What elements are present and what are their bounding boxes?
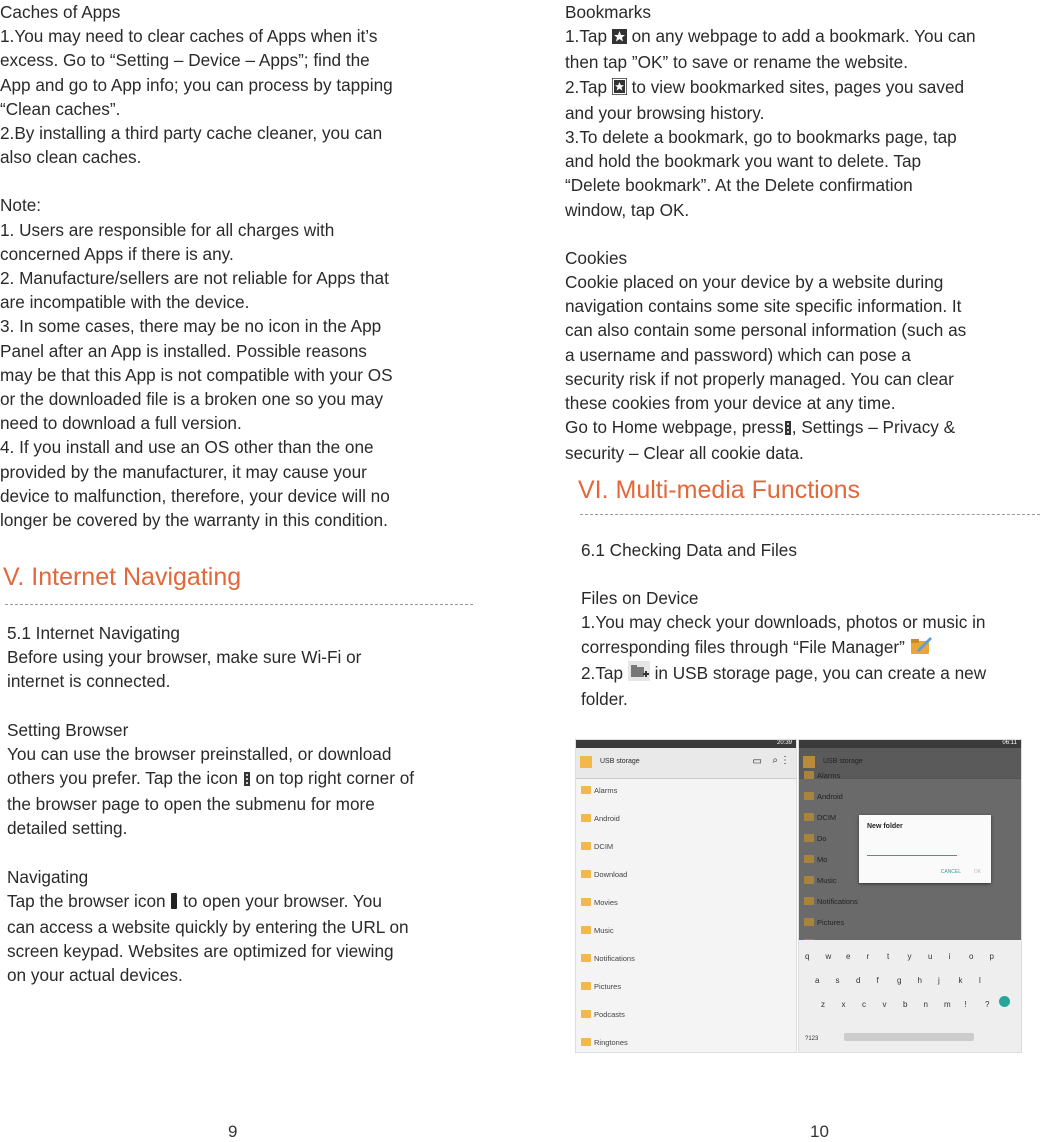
folder-icon <box>804 876 814 884</box>
folder-icon <box>581 870 591 878</box>
folder-icon <box>581 982 591 990</box>
caches-step-2: 2.By installing a third party cache cleaner, you can also clean caches. <box>0 123 383 168</box>
navigating-text: Tap the browser icon to open your browser. You can access a website quickly by entering the URL on screen keypad. Websites are optimized for viewing on your actual devices. <box>7 890 409 986</box>
left-page <box>0 0 480 532</box>
folder-label: Android <box>817 792 843 801</box>
files-title: Files on Device <box>581 588 699 609</box>
folder-label: Music <box>594 926 614 935</box>
breadcrumb[interactable]: USB storage <box>600 758 640 765</box>
bookmarks-title: Bookmarks <box>565 2 651 22</box>
folder-label: Notifications <box>817 897 858 906</box>
section-divider <box>580 514 1040 515</box>
key[interactable]: c <box>862 1000 866 1009</box>
folder-row[interactable] <box>576 779 796 807</box>
more-icon[interactable]: ⋮ <box>780 755 790 766</box>
key[interactable]: b <box>903 1000 908 1009</box>
folder-list <box>576 779 796 1053</box>
folder-label: Do <box>817 834 827 843</box>
folder-icon <box>581 786 591 794</box>
action-bar <box>576 748 796 779</box>
internet-intro: Before using your browser, make sure Wi-Fi or internet is connected. <box>7 647 362 692</box>
note-4: 4. If you install and use an OS other than the one provided by the manufacturer, it may cause your device to malfunction, therefore, your device will no longer be covered by the warranty in this condition. <box>0 437 390 531</box>
key[interactable]: j <box>938 976 940 985</box>
key[interactable]: n <box>923 1000 928 1009</box>
key[interactable]: d <box>856 976 861 985</box>
file-manager-screenshot <box>575 739 797 1053</box>
note-title: Note: <box>0 195 42 216</box>
folder-icon <box>581 842 591 850</box>
folder-icon <box>804 792 814 800</box>
cookies-instructions: Go to Home webpage, press , Settings – Privacy & security – Clear all cookie data. <box>565 417 956 464</box>
page-number-right: 10 <box>810 1122 829 1141</box>
folder-label: Movies <box>594 898 618 907</box>
bookmarks-step-1: 1.Tap on any webpage to add a bookmark. You can then tap ”OK” to save or rename the website. <box>565 26 976 73</box>
action-bar: USB storage <box>799 748 1021 779</box>
folder-row[interactable] <box>576 947 796 975</box>
folder-label: Download <box>594 870 628 879</box>
folder-icon <box>580 756 592 768</box>
key[interactable]: g <box>897 976 902 985</box>
key[interactable]: u <box>928 952 933 961</box>
folder-row[interactable] <box>576 1003 796 1031</box>
folder-row[interactable] <box>576 919 796 947</box>
files-step-2: 2.Tap in USB storage page, you can create a new folder. <box>581 662 987 710</box>
key[interactable]: f <box>876 976 879 985</box>
key[interactable]: m <box>944 1000 951 1009</box>
done-key-icon[interactable] <box>999 996 1010 1007</box>
internet-section <box>7 621 482 988</box>
caches-title: Caches of Apps <box>0 2 121 22</box>
multimedia-section <box>581 538 1040 711</box>
new-folder-screenshot <box>798 739 1022 1053</box>
dialog-title: New folder <box>867 823 903 830</box>
folder-label: DCIM <box>817 813 837 822</box>
new-folder-dialog <box>859 815 991 883</box>
folder-icon <box>804 771 814 779</box>
folder-icon <box>804 918 814 926</box>
folder-label: Alarms <box>594 786 618 795</box>
symbols-key[interactable]: ?123 <box>805 1036 819 1042</box>
cookies-text: Cookie placed on your device by a website during navigation contains some site specific information. It can also contain some personal information (such as a username and password) which can pose a security risk if not properly managed. You can clear these cookies from your device at any time. <box>565 272 967 414</box>
key[interactable]: q <box>805 952 810 961</box>
folder-label: Podcasts <box>594 1010 625 1019</box>
folder-label: DCIM <box>594 842 614 851</box>
folder-label: Music <box>817 876 837 885</box>
files-step-1: 1.You may check your downloads, photos or music in corresponding files through “File Manager” <box>581 610 1040 660</box>
folder-row[interactable] <box>799 785 1021 806</box>
key[interactable]: z <box>821 1000 825 1009</box>
key[interactable]: w <box>825 952 832 961</box>
folder-row[interactable] <box>799 890 1021 911</box>
folder-row[interactable] <box>576 835 796 863</box>
new-folder-icon <box>628 661 650 687</box>
key[interactable]: s <box>835 976 840 985</box>
key[interactable]: a <box>815 976 820 985</box>
section-divider <box>5 604 473 605</box>
folder-icon <box>804 897 814 905</box>
folder-icon <box>581 926 591 934</box>
folder-icon <box>581 898 591 906</box>
folder-row[interactable] <box>576 975 796 1003</box>
caches-step-1: 1.You may need to clear caches of Apps when it’s excess. Go to “Setting – Device – Apps”; find the App and go to App info; you can process by tapping “Clean caches”. <box>0 26 393 119</box>
folder-label: Mo <box>817 855 828 864</box>
note-2: 2. Manufacture/sellers are not reliable for Apps that are incompatible with the device. <box>0 268 389 313</box>
folder-label: Pictures <box>817 918 845 927</box>
search-icon[interactable]: ⌕ <box>772 755 778 766</box>
key[interactable]: o <box>969 952 974 961</box>
sub-heading-internet: 5.1 Internet Navigating <box>7 623 180 643</box>
key[interactable]: r <box>866 952 870 961</box>
folder-row[interactable] <box>576 807 796 835</box>
section-heading-multimedia: VI. Multi-media Functions <box>578 476 861 504</box>
new-folder-icon[interactable]: ▭ <box>752 756 762 767</box>
folder-icon <box>581 1038 591 1046</box>
folder-label: Notifications <box>594 954 635 963</box>
key[interactable]: h <box>917 976 922 985</box>
key[interactable]: v <box>882 1000 887 1009</box>
key[interactable]: e <box>846 952 851 961</box>
folder-icon <box>804 855 814 863</box>
keyboard[interactable] <box>799 940 1021 1052</box>
bookmarks-step-2: 2.Tap to view bookmarked sites, pages you saved and your browsing history. <box>565 76 965 123</box>
folder-label: Pictures <box>594 982 622 991</box>
add-bookmark-icon <box>612 26 627 50</box>
note-3: 3. In some cases, there may be no icon in the App Panel after an App is installed. Possible reasons may be that this App is not compatible with your OS or the downloaded file is a broken one so you may need to download a full version. <box>0 316 393 434</box>
folder-icon <box>581 814 591 822</box>
key[interactable]: x <box>841 1000 846 1009</box>
right-page <box>565 0 1040 466</box>
bookmarks-step-3: 3.To delete a bookmark, go to bookmarks page, tap and hold the bookmark you want to delete. Tap “Delete bookmark”. At the Delete confirmation window, tap OK. <box>565 127 957 220</box>
folder-row[interactable] <box>576 863 796 891</box>
folder-icon <box>581 1010 591 1018</box>
space-bar[interactable] <box>844 1033 974 1041</box>
cookies-title: Cookies <box>565 247 628 268</box>
folder-icon <box>804 813 814 821</box>
key[interactable]: l <box>979 976 981 985</box>
key[interactable]: t <box>887 952 890 961</box>
setting-browser-text: You can use the browser preinstalled, or download others you prefer. Tap the icon on top right corner of the browser page to open the submenu for more detailed setting. <box>7 743 415 839</box>
folder-icon <box>581 954 591 962</box>
setting-browser-title: Setting Browser <box>7 719 129 740</box>
bookmarks-list-icon <box>612 77 627 101</box>
folder-icon <box>804 834 814 842</box>
note-1: 1. Users are responsible for all charges with concerned Apps if there is any. <box>0 219 335 264</box>
folder-label: Android <box>594 814 620 823</box>
key[interactable]: ? <box>985 1000 990 1009</box>
section-heading-internet: V. Internet Navigating <box>3 563 242 591</box>
key[interactable]: y <box>907 952 912 961</box>
menu-dots-icon <box>784 417 792 441</box>
cancel-button[interactable]: CANCEL <box>940 869 961 875</box>
status-bar: 20:39 <box>576 740 796 748</box>
page-number-left: 9 <box>228 1122 238 1141</box>
folder-row[interactable] <box>576 891 796 919</box>
folder-label: Alarms <box>817 771 841 780</box>
folder-row[interactable] <box>799 911 1021 932</box>
key[interactable]: k <box>958 976 963 985</box>
folder-row[interactable] <box>799 764 1021 785</box>
key[interactable]: p <box>989 952 994 961</box>
file-manager-icon <box>910 635 932 661</box>
status-bar: 06:11 <box>799 740 1021 748</box>
menu-dots-icon <box>243 768 251 792</box>
folder-label: Ringtones <box>594 1038 628 1047</box>
key[interactable]: ! <box>964 1000 967 1009</box>
folder-row[interactable] <box>576 1031 796 1053</box>
key[interactable]: i <box>948 952 951 961</box>
navigating-title: Navigating <box>7 866 89 887</box>
ok-button[interactable]: OK <box>973 869 981 875</box>
folder-name-input[interactable] <box>867 845 957 856</box>
sub-heading-multimedia: 6.1 Checking Data and Files <box>581 540 797 560</box>
